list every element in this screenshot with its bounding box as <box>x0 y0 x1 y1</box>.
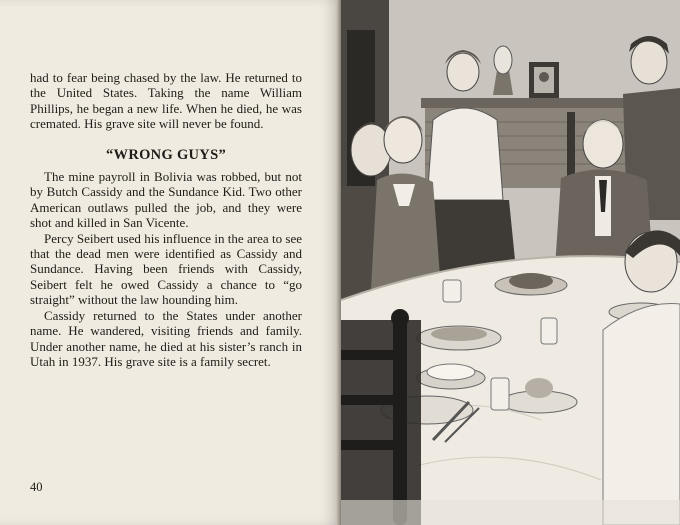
body-paragraph: Cassidy returned to the States under another name. He wandered, visiting friends and family. Under another name, he died at his sister’s ranch in Utah in 1937. His grave site is a family secret. <box>30 307 302 369</box>
section-heading: “WRONG GUYS” <box>105 146 226 163</box>
page-number: 40 <box>30 480 43 494</box>
body-paragraph: The mine payroll in Bolivia was robbed, but not by Butch Cassidy and the Sundance Kid. Two other American outlaws pulled the job, and they were shot and killed in San Vicente. <box>30 169 302 231</box>
intro-paragraph: had to fear being chased by the law. He returned to the United States. Taking the name William Phillips, he began a new life. When he died, he was cremated. His grave site will never be found. <box>30 70 302 132</box>
family-dinner-illustration <box>341 0 680 525</box>
body-paragraph: Percy Seibert used his influence in the area to see that the dead men were identified as Cassidy and Sundance. Having been friends with Cassidy, Seibert felt he owed Cassidy a chance to “go straight” without the law hounding him. <box>30 230 302 308</box>
text-block <box>30 70 302 369</box>
